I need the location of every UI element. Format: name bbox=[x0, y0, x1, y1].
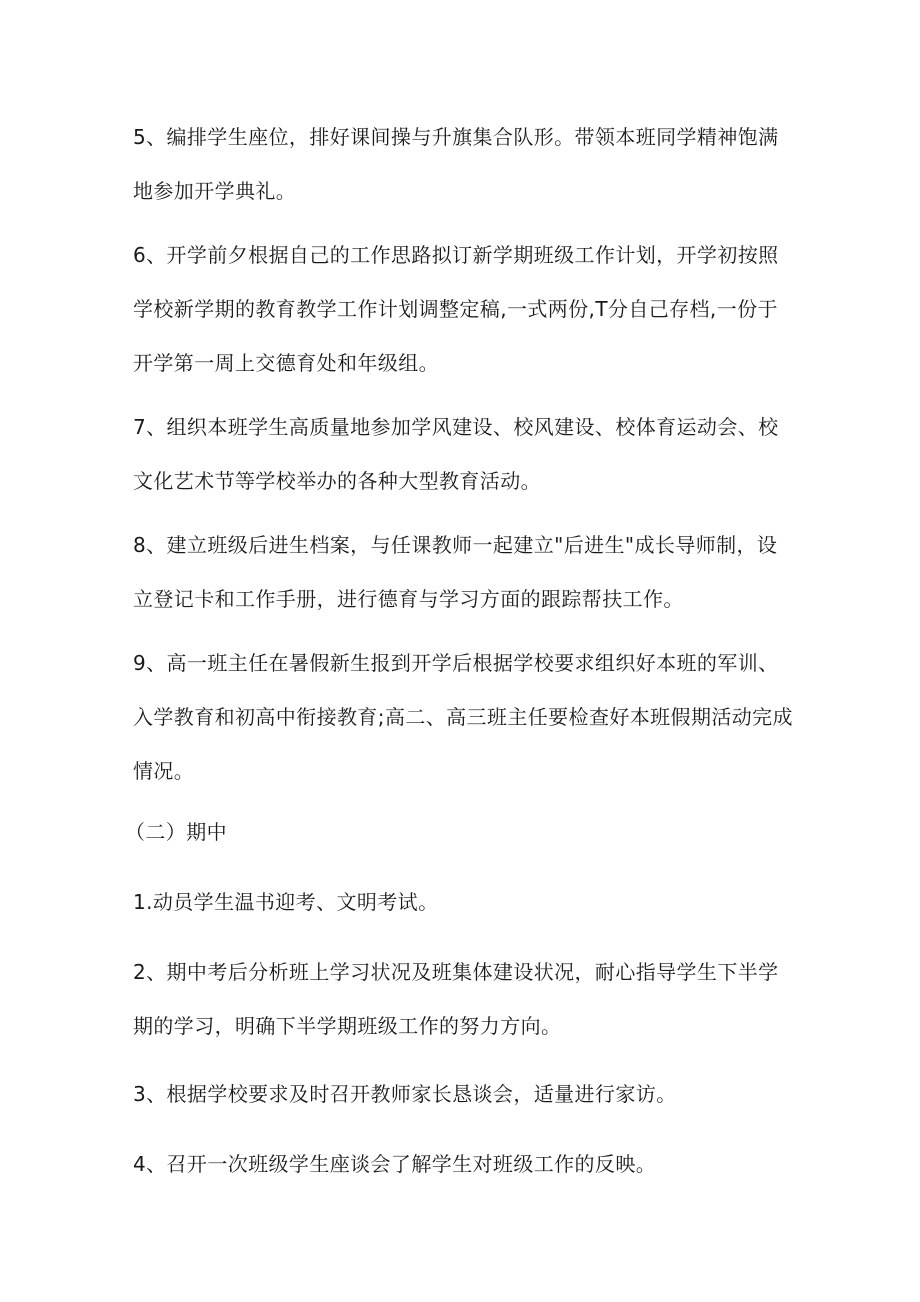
midterm-item-1: 1.动员学生温书迎考、文明考试。 bbox=[133, 890, 439, 914]
midterm-item-2: 2、期中考后分析班上学习状况及班集体建设状况，耐心指导学生下半学期的学习，明确下半学期班级工作的努力方向。 bbox=[133, 960, 779, 1038]
midterm-item-4: 4、召开一次班级学生座谈会了解学生对班级工作的反映。 bbox=[133, 1152, 657, 1176]
section-heading-midterm: （二）期中 bbox=[125, 820, 227, 844]
paragraph-item-5: 5、编排学生座位，排好课间操与升旗集合队形。带领本班同学精神饱满地参加开学典礼。 bbox=[133, 125, 779, 203]
paragraph-item-8: 8、建立班级后进生档案，与任课教师一起建立"后进生"成长导师制，设立登记卡和工作手册，进行德育与学习方面的跟踪帮扶工作。 bbox=[133, 533, 778, 611]
paragraph-item-9: 9、高一班主任在暑假新生报到开学后根据学校要求组织好本班的军训、入学教育和初高中衔接教育;高二、高三班主任要检查好本班假期活动完成情况。 bbox=[133, 651, 793, 783]
midterm-item-3: 3、根据学校要求及时召开教师家长恳谈会，适量进行家访。 bbox=[133, 1082, 677, 1106]
paragraph-item-7: 7、组织本班学生高质量地参加学风建设、校风建设、校体育运动会、校文化艺术节等学校举办的各种大型教育活动。 bbox=[133, 415, 779, 493]
paragraph-item-6: 6、开学前夕根据自己的工作思路拟订新学期班级工作计划，开学初按照学校新学期的教育教学工作计划调整定稿,一式两份,T分自己存档,一份于开学第一周上交德育处和年级组。 bbox=[133, 243, 779, 375]
